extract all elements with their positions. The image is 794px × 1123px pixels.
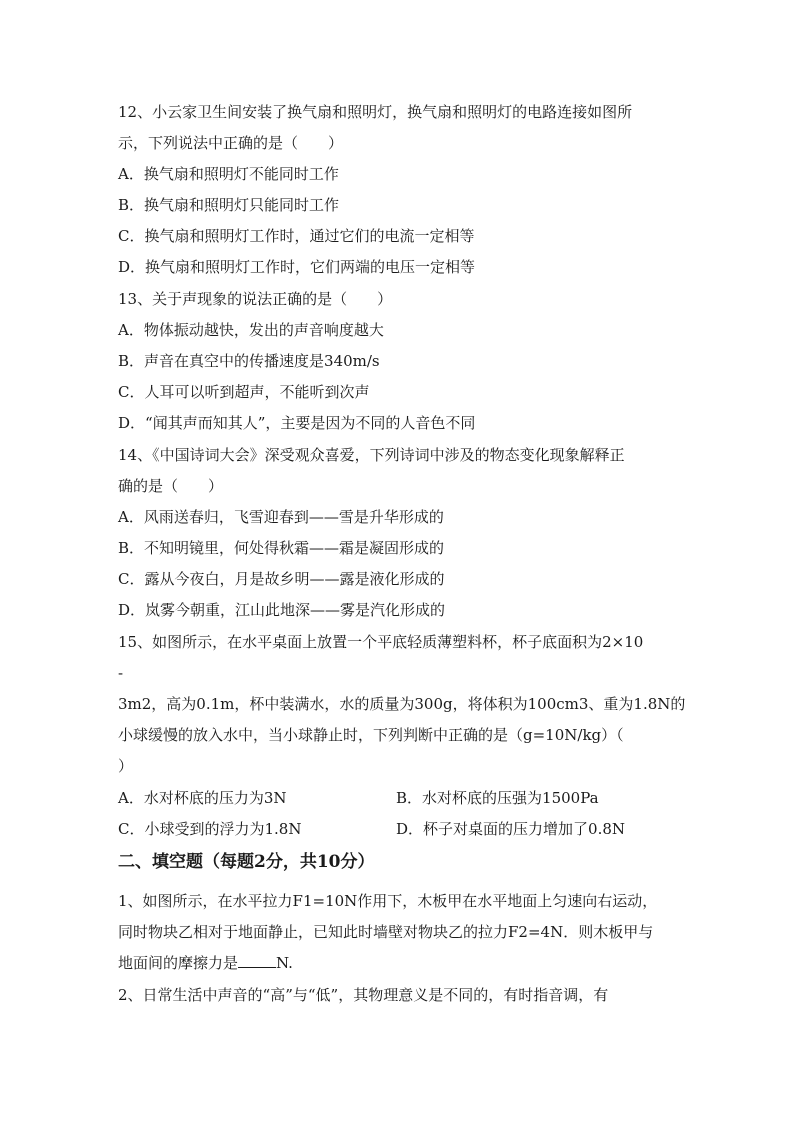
q12-option-b: B．换气扇和照明灯只能同时工作 [118, 196, 340, 214]
q14-option-b: B．不知明镜里，何处得秋霜——霜是凝固形成的 [118, 539, 445, 557]
q14-option-d: D．岚雾今朝重，江山此地深——雾是汽化形成的 [118, 601, 446, 619]
q14-stem-line1: 14、《中国诗词大会》深受观众喜爱，下列诗词中涉及的物态变化现象解释正 [118, 446, 625, 464]
q13-option-d: D．“闻其声而知其人”，主要是因为不同的人音色不同 [118, 414, 476, 432]
q12-stem-line1: 12、小云家卫生间安装了换气扇和照明灯，换气扇和照明灯的电路连接如图所 [118, 103, 633, 121]
q15-option-b: B．水对杯底的压强为1500Pa [396, 789, 599, 807]
q14-option-a: A．风雨送春归，飞雪迎春到——雪是升华形成的 [118, 508, 444, 526]
section-title: 二、填空题（每题2分，共10分） [118, 852, 375, 872]
q15-option-c: C．小球受到的浮力为1.8N [118, 820, 302, 838]
q13-option-b: B．声音在真空中的传播速度是340m/s [118, 352, 380, 370]
q15-stem-line4: 小球缓慢的放入水中，当小球静止时，下列判断中正确的是（g=10N/kg）（ [118, 726, 624, 744]
q13-stem: 13、关于声现象的说法正确的是（ ） [118, 290, 393, 308]
q15-option-d: D．杯子对桌面的压力增加了0.8N [396, 820, 626, 838]
q15-stem-line5: ） [118, 757, 134, 775]
q12-stem-line2: 示，下列说法中正确的是（ ） [118, 134, 344, 152]
q12-option-d: D．换气扇和照明灯工作时，它们两端的电压一定相等 [118, 258, 476, 276]
q13-option-a: A．物体振动越快，发出的声音响度越大 [118, 321, 384, 339]
f2-line1: 2、日常生活中声音的“高”与“低”，其物理意义是不同的，有时指音调，有 [118, 986, 609, 1004]
f1-line3-prefix: 地面间的摩擦力是 [118, 954, 239, 972]
q14-stem-line2: 确的是（ ） [118, 477, 224, 495]
f1-line1: 1、如图所示，在水平拉力F1=10N作用下，木板甲在水平地面上匀速向右运动， [118, 892, 658, 910]
q15-stem-line2: - [118, 664, 124, 682]
f1-line2: 同时物块乙相对于地面静止，已知此时墙壁对物块乙的拉力F2=4N．则木板甲与 [118, 923, 654, 941]
q12-option-c: C．换气扇和照明灯工作时，通过它们的电流一定相等 [118, 227, 475, 245]
q12-option-a: A．换气扇和照明灯不能同时工作 [118, 165, 339, 183]
q15-option-a: A．水对杯底的压力为3N [118, 789, 287, 807]
q14-option-c: C．露从今夜白，月是故乡明——露是液化形成的 [118, 570, 445, 588]
q15-stem-line1: 15、如图所示，在水平桌面上放置一个平底轻质薄塑料杯，杯子底面积为2×10 [118, 633, 644, 651]
q13-option-c: C．人耳可以听到超声，不能听到次声 [118, 383, 370, 401]
q15-stem-line3: 3m2，高为0.1m，杯中装满水，水的质量为300g，将体积为100cm3、重为1.8N的 [118, 695, 686, 713]
answer-blank [238, 953, 276, 968]
f1-line3 [118, 953, 293, 973]
f1-line3-suffix: N. [276, 954, 293, 972]
